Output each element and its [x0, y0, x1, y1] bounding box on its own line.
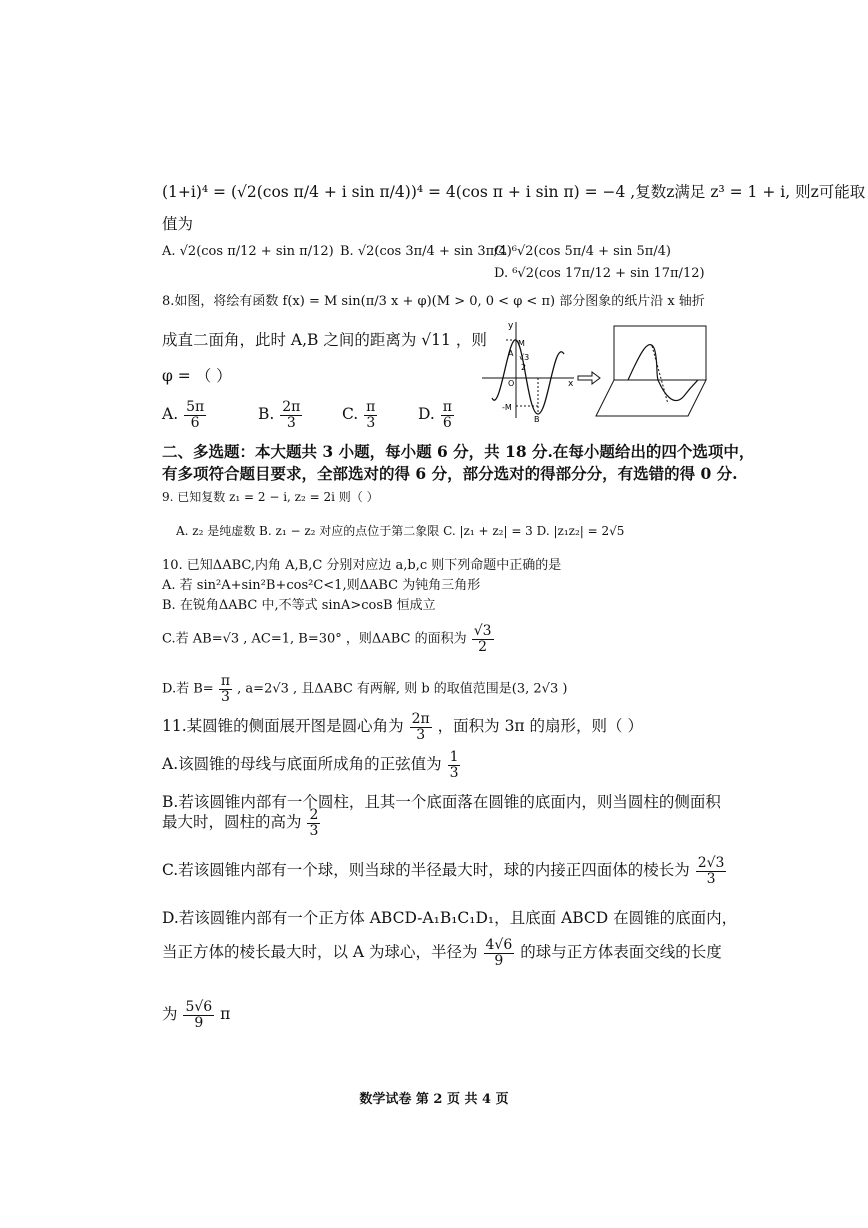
q7-option-b: B. √2(cos 3π/4 + sin 3π/4)	[340, 244, 512, 259]
q10-option-d-text-post: , a=2√3 , 且ΔABC 有两解, 则 b 的取值范围是(3, 2√3 )	[237, 681, 568, 697]
q11-option-b-text: 最大时，圆柱的高为	[162, 813, 302, 832]
ab-segment	[652, 346, 668, 404]
q8-option-b-label: B.	[258, 405, 275, 424]
q10-option-c-den: 2	[478, 638, 488, 655]
q11-option-c-den: 3	[706, 870, 716, 887]
q11-option-a-num: 1	[449, 749, 459, 765]
q11-option-a	[162, 750, 461, 780]
folded-plane-vertical	[614, 326, 706, 380]
q7-option-a: A. √2(cos π/12 + sin π/12)	[162, 244, 334, 259]
q11-stem-post: ，面积为 3π 的扇形，则（ ）	[437, 717, 643, 736]
arrow-icon	[578, 372, 600, 384]
q11-stem	[162, 712, 643, 742]
q8-option-a-den: 6	[190, 414, 200, 431]
q8-line1: 8.如图，将绘有函数 f(x) = M sin(π/3 x + φ)(M > 0, 0 < φ < π) 部分图象的纸片沿 x 轴折	[162, 294, 705, 309]
q7-option-d: D. ⁶√2(cos 17π/12 + sin 17π/12)	[494, 266, 705, 281]
q11-option-b-line1: B.若该圆锥内部有一个圆柱，且其一个底面落在圆锥的底面内，则当圆柱的侧面积	[162, 793, 721, 811]
q9-stem: 9. 已知复数 z₁ = 2 − i, z₂ = 2i 则（ ）	[162, 490, 379, 504]
q10-option-d-fraction	[219, 674, 232, 704]
q11-option-b-line2	[162, 808, 321, 838]
q11-stem-den: 3	[416, 726, 426, 743]
q11-option-d-line2	[162, 938, 722, 968]
q11-option-d-line3-den: 9	[194, 1014, 204, 1031]
q11-stem-fraction	[410, 712, 432, 742]
q7-line2: 值为	[162, 215, 194, 233]
q8-line3: φ = （ ）	[162, 367, 232, 385]
q11-option-d-line3-pre: 为	[162, 1005, 178, 1024]
q11-option-b-fraction	[307, 808, 320, 838]
q8-option-b-den: 3	[286, 414, 296, 431]
q8-option-b-fraction	[280, 400, 302, 430]
q10-stem: 10. 已知ΔABC,内角 A,B,C 分别对应边 a,b,c 则下列命题中正确的是	[162, 558, 562, 573]
q11-option-a-text: A.该圆锥的母线与底面所成角的正弦值为	[162, 755, 442, 774]
q8-option-c-num: π	[366, 399, 376, 415]
q7-option-c: C. ⁶√2(cos 5π/4 + sin 5π/4)	[494, 244, 671, 259]
q11-option-d-text-pre: 当正方体的棱长最大时，以 A 为球心，半径为	[162, 943, 478, 962]
section2-line1: 二、多选题：本大题共 3 小题，每小题 6 分，共 18 分.在每小题给出的四个选项中，	[162, 442, 755, 461]
q11-option-d-num: 4√6	[485, 937, 513, 953]
fig-label-neg-m: -M	[502, 403, 512, 412]
fig-label-a: A	[508, 349, 514, 358]
section2-line2: 有多项符合题目要求，全部选对的得 6 分，部分选对的得部分分，有选错的得 0 分.	[162, 464, 738, 483]
q11-option-b-num: 2	[309, 807, 319, 823]
q8-option-d-label: D.	[418, 405, 435, 424]
page-footer: 数学试卷 第 2 页 共 4 页	[359, 1092, 509, 1107]
fig-label-b: B	[534, 415, 540, 422]
q8-option-c-label: C.	[342, 405, 359, 424]
q10-option-d-num: π	[220, 673, 231, 689]
q11-option-b-den: 3	[309, 822, 319, 839]
q11-option-d-fraction	[484, 938, 515, 968]
q7-line1: (1+i)⁴ = (√2(cos π/4 + i sin π/4))⁴ = 4(cos π + i sin π) = −4 ,复数z满足 z³ = 1 + i, 则z可能取	[162, 183, 866, 201]
q11-option-d-line3-num: 5√6	[185, 999, 213, 1015]
q10-option-b: B. 在锐角ΔABC 中,不等式 sinA>cosB 恒成立	[162, 598, 436, 613]
q8-option-a-num: 5π	[186, 399, 205, 415]
fig-label-two: 2	[521, 363, 527, 372]
q8-option-d-fraction	[441, 400, 454, 430]
q11-option-c-fraction	[696, 856, 727, 886]
q11-stem-pre: 11.某圆锥的侧面展开图是圆心角为	[162, 717, 404, 736]
q8-option-d	[418, 400, 455, 430]
q8-option-c-fraction	[364, 400, 377, 430]
fig-label-x: x	[568, 379, 574, 389]
q11-option-d-den: 9	[494, 952, 504, 969]
q10-option-d-text-pre: D.若 B=	[162, 681, 214, 697]
q8-option-a	[162, 400, 207, 430]
fig-label-o: O	[508, 379, 515, 388]
q8-option-d-den: 6	[442, 414, 452, 431]
q8-line2: 成直二面角，此时 A,B 之间的距离为 √11 ，则	[162, 331, 487, 349]
q10-option-c	[162, 624, 495, 654]
q10-option-a: A. 若 sin²A+sin²B+cos²C<1,则ΔABC 为钝角三角形	[162, 578, 481, 593]
q11-option-a-fraction	[448, 750, 461, 780]
q11-stem-num: 2π	[411, 711, 430, 727]
q8-figure	[478, 318, 714, 422]
q11-option-d-line3	[162, 1000, 230, 1030]
q10-option-c-text: C.若 AB=√3 , AC=1, B=30° ，则ΔABC 的面积为	[162, 631, 467, 647]
q8-option-b	[258, 400, 303, 430]
q10-option-d-den: 3	[220, 688, 230, 705]
q11-option-c-num: 2√3	[697, 855, 725, 871]
q11-option-d-line3-fraction	[183, 1000, 214, 1030]
q11-option-d-text-post: 的球与正方体表面交线的长度	[520, 943, 722, 962]
q11-option-c-text: C.若该圆锥内部有一个球，则当球的半径最大时，球的内接正四面体的棱长为	[162, 861, 690, 880]
q10-option-c-fraction	[472, 624, 494, 654]
q8-option-d-num: π	[442, 399, 452, 415]
q11-option-a-den: 3	[449, 764, 459, 781]
q8-option-a-fraction	[184, 400, 206, 430]
q9-options: A. z₂ 是纯虚数 B. z₁ − z₂ 对应的点位于第二象限 C. |z₁ + z₂| = 3 D. |z₁z₂| = 2√5	[176, 524, 625, 538]
q11-option-d-line1: D.若该圆锥内部有一个正方体 ABCD-A₁B₁C₁D₁，且底面 ABCD 在圆锥的底面内，	[162, 909, 738, 927]
q8-option-c	[342, 400, 378, 430]
q10-option-d	[162, 674, 567, 704]
q8-option-c-den: 3	[366, 414, 376, 431]
q11-option-d-line3-post: π	[220, 1005, 231, 1024]
fig-label-y: y	[508, 321, 514, 331]
q11-option-c	[162, 856, 727, 886]
q8-option-a-label: A.	[162, 405, 179, 424]
fig-label-m: M	[518, 339, 525, 348]
fig-label-sqrt3: √3	[519, 353, 530, 362]
q10-option-c-num: √3	[473, 623, 492, 639]
q8-option-b-num: 2π	[282, 399, 301, 415]
folded-plane-horizontal	[596, 380, 706, 416]
